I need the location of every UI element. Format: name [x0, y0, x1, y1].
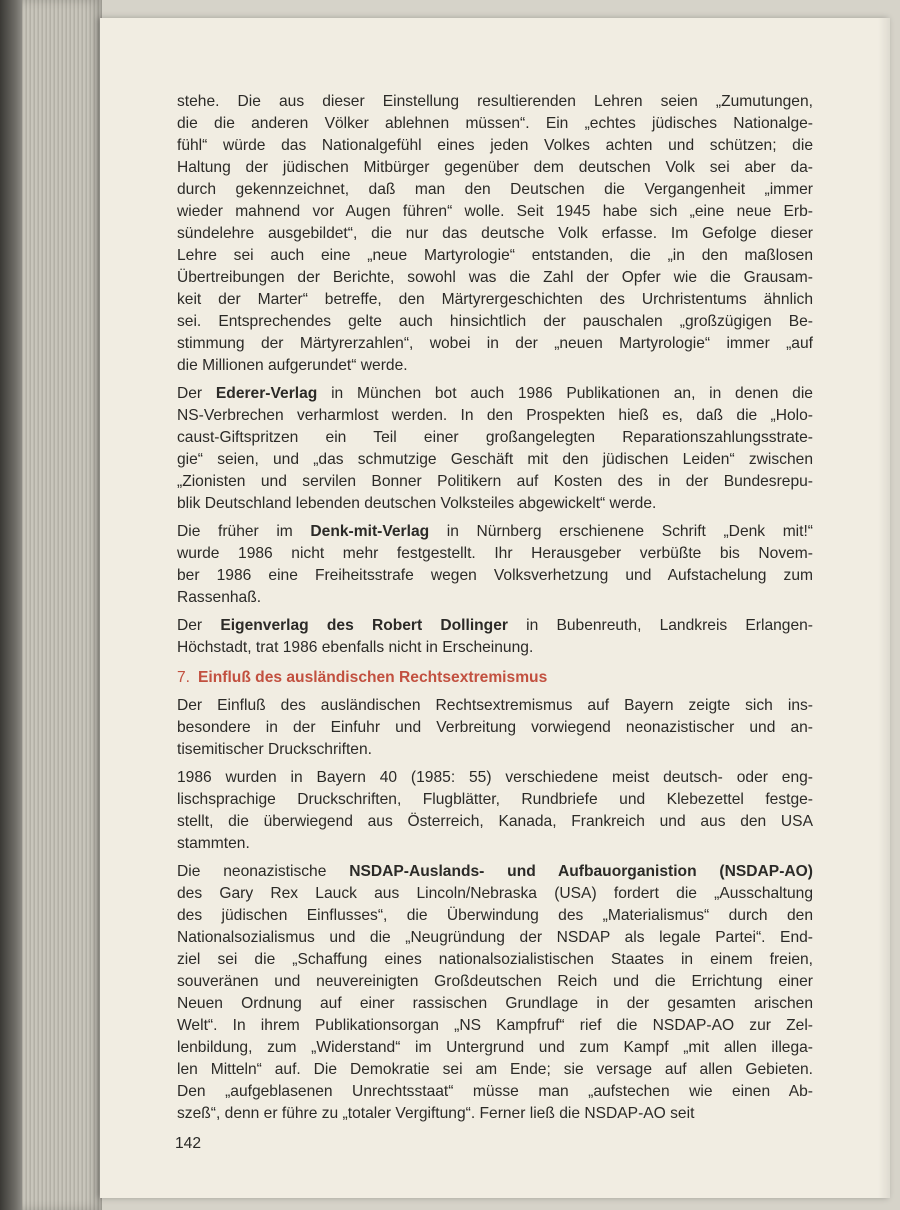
text-line: ziel sei die „Schaffung eines nationalsozialistischen Staates in einem freien, [177, 951, 813, 968]
section-title: Einfluß des ausländischen Rechtsextremismus [198, 669, 548, 686]
text-line: wurde 1986 nicht mehr festgestellt. Ihr Herausgeber verbüßte bis Novem- [177, 545, 813, 562]
text-line: sei. Entsprechendes gelte auch hinsichtlich der pauschalen „großzügigen Be- [177, 313, 813, 330]
text-line: lischsprachige Druckschriften, Flugblätter, Rundbriefe und Klebezettel festge- [177, 791, 813, 808]
text-line: wieder mahnend vor Augen führen“ wolle. Seit 1945 habe sich „eine neue Erb- [177, 203, 813, 220]
text-line: Die früher im Denk-mit-Verlag in Nürnberg erschienene Schrift „Denk mit!“ [177, 523, 814, 540]
text-line: stammten. [177, 835, 250, 852]
section-paragraph [177, 767, 813, 855]
text-line: besondere in der Einfuhr und Verbreitung vorwiegend neonazistischer und an- [177, 719, 813, 736]
page-number: 142 [175, 1135, 202, 1152]
text-line: „Zionisten und servilen Bonner Politikern auf Kosten des in der Bundesrepu- [177, 473, 813, 490]
body-paragraph [177, 91, 813, 377]
text-line: stellt, die überwiegend aus Österreich, Kanada, Frankreich und aus den USA [177, 813, 813, 830]
text-line: fühl“ würde das Nationalgefühl eines jeden Volkes achten und schützen; die [177, 137, 813, 154]
text-line: keit der Marter“ betreffe, den Märtyrergeschichten des Urchristentums ähnlich [177, 291, 813, 308]
section-number: 7. [177, 669, 191, 686]
section-heading [177, 667, 813, 689]
emphasized-name: NSDAP-Auslands- und Aufbauorganistion (NSDAP-AO) [349, 863, 813, 880]
text-line: Übertreibungen der Berichte, sowohl was die Zahl der Opfer wie die Grausam- [177, 269, 813, 286]
text-line: caust-Giftspritzen ein Teil einer großangelegten Reparationszahlungsstrate- [177, 429, 813, 446]
text-line: Höchstadt, trat 1986 ebenfalls nicht in Erscheinung. [177, 639, 534, 656]
section-paragraph [177, 861, 813, 1125]
text-line: ber 1986 eine Freiheitsstrafe wegen Volksverhetzung und Aufstachelung zum [177, 567, 813, 584]
text-line: Den „aufgeblasenen Unrechtsstaat“ müsse man „aufstechen wie einen Ab- [177, 1083, 813, 1100]
text-line: gie“ seien, und „das schmutzige Geschäft mit den jüdischen Leiden“ zwischen [177, 451, 813, 468]
section-paragraph [177, 695, 813, 761]
text-line: blik Deutschland lebenden deutschen Volksteiles abgewickelt“ werde. [177, 495, 657, 512]
text-line: die Millionen aufgerundet“ werde. [177, 357, 408, 374]
body-text [177, 91, 813, 1131]
text-line: stimmung der Märtyrerzahlen“, wobei in der „neuen Martyrologie“ immer „auf [177, 335, 813, 352]
text-line: tisemitischer Druckschriften. [177, 741, 372, 758]
emphasized-name: Eigenverlag des Robert Dollinger [220, 617, 508, 634]
page-edges [22, 0, 102, 1210]
text-line: sündelehre ausgebildet“, die nur das deutsche Volk erfasse. Im Gefolge dieser [177, 225, 813, 242]
section-paragraphs [177, 695, 813, 1125]
text-line: Welt“. In ihrem Publikationsorgan „NS Kampfruf“ rief die NSDAP-AO zur Zel- [177, 1017, 813, 1034]
text-line: Neuen Ordnung auf einer rassischen Grundlage in der gesamten arischen [177, 995, 813, 1012]
text-line: len Mitteln“ auf. Die Demokratie sei am Ende; sie versage auf allen Gebieten. [177, 1061, 813, 1078]
book-spine [0, 0, 22, 1210]
body-paragraph [177, 615, 813, 659]
emphasized-name: Denk-mit-Verlag [310, 523, 430, 540]
text-line: stehe. Die aus dieser Einstellung resultierenden Lehren seien „Zumutungen, [177, 93, 813, 110]
body-paragraph [177, 383, 813, 515]
text-line: Die neonazistische NSDAP-Auslands- und Aufbauorganistion (NSDAP-AO) [177, 863, 813, 880]
text-line: durch gekennzeichnet, daß man den Deutschen die Vergangenheit „immer [177, 181, 813, 198]
pre-heading-paragraphs [177, 91, 813, 659]
text-line: szeß“, denn er führe zu „totaler Vergiftung“. Ferner ließ die NSDAP-AO seit [177, 1105, 695, 1122]
text-line: die die anderen Völker ablehnen müssen“. Ein „echtes jüdisches Nationalge- [177, 115, 813, 132]
text-line: Rassenhaß. [177, 589, 262, 606]
text-line: des jüdischen Einflusses“, die Überwindung des „Materialismus“ durch den [177, 907, 813, 924]
text-line: Haltung der jüdischen Mitbürger gegenüber dem deutschen Volk sei aber da- [177, 159, 813, 176]
text-line: Der Eigenverlag des Robert Dollinger in Bubenreuth, Landkreis Erlangen- [177, 617, 813, 634]
text-line: NS-Verbrechen verharmlost werden. In den Prospekten hieß es, daß die „Holo- [177, 407, 813, 424]
text-line: Lehre sei auch eine „neue Martyrologie“ entstanden, die „in den maßlosen [177, 247, 813, 264]
page-sheet [100, 18, 890, 1198]
text-line: Der Einfluß des ausländischen Rechtsextremismus auf Bayern zeigte sich ins- [177, 697, 813, 714]
text-line: lenbildung, zum „Widerstand“ im Untergrund und zum Kampf „mit allen illega- [177, 1039, 813, 1056]
body-paragraph [177, 521, 813, 609]
text-line: souveränen und neuvereinigten Großdeutschen Reich und die Errichtung einer [177, 973, 813, 990]
text-line: Nationalsozialismus und die „Neugründung der NSDAP als legale Partei“. End- [177, 929, 813, 946]
text-line: 1986 wurden in Bayern 40 (1985: 55) verschiedene meist deutsch- oder eng- [177, 769, 813, 786]
text-line: des Gary Rex Lauck aus Lincoln/Nebraska (USA) fordert die „Ausschaltung [177, 885, 813, 902]
text-line: Der Ederer-Verlag in München bot auch 1986 Publikationen an, in denen die [177, 385, 813, 402]
emphasized-name: Ederer-Verlag [215, 385, 318, 402]
